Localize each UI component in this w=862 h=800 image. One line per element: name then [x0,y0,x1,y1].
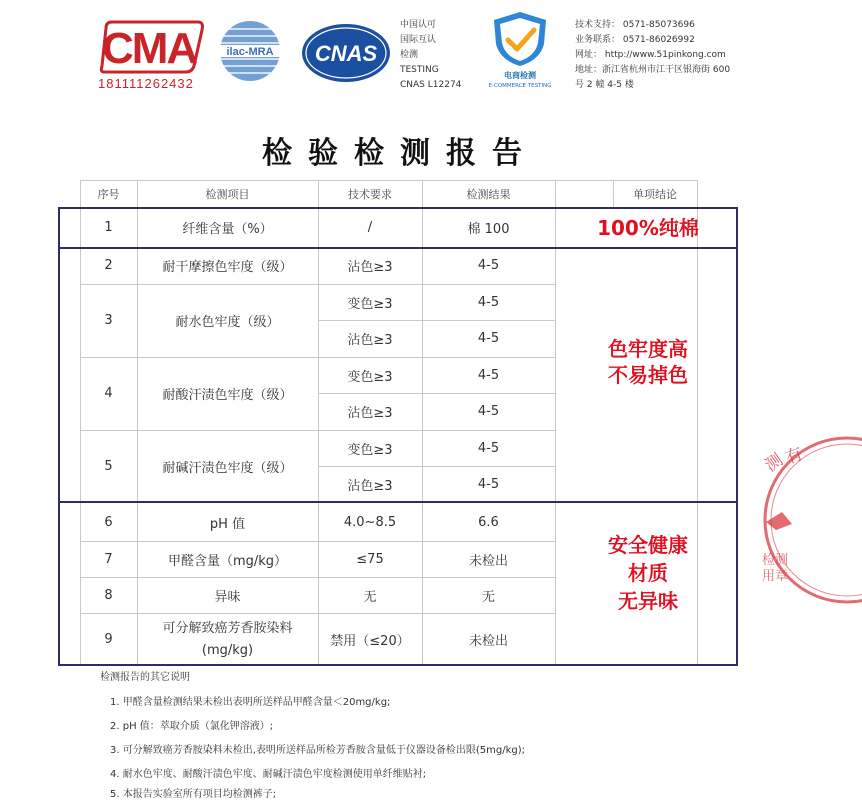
row-item-line: 可分解致癌芳香胺染料 [162,620,293,636]
row-item: 耐水色牢度（级） [175,315,280,330]
row-no: 2 [104,258,113,273]
cnas-label: CNAS [314,41,378,66]
row-item: 耐碱汗渍色牢度（级） [162,461,293,476]
stamp-text: 检测 [762,553,789,568]
row-result: 未检出 [468,553,508,569]
row-result: 4-5 [477,477,500,492]
header-item: 检测项目 [205,187,250,201]
row-item: 异味 [214,589,241,605]
row-no: 7 [104,551,113,567]
header-requirement: 技术要求 [348,187,392,201]
row-no: 9 [104,632,113,647]
row-requirement: 沾色≥3 [347,333,393,348]
ilac-globe-icon [215,16,285,86]
row-result: 4-5 [477,331,500,346]
row-result: 4-5 [477,404,500,419]
row-requirement: 沾色≥3 [347,406,393,421]
ecommerce-sublabel: E-COMMERCE TESTING [488,83,552,89]
row-no: 6 [104,514,113,530]
row-requirement: 变色≥3 [347,442,393,458]
cma-letters: CMA [102,24,197,73]
report-title: 检验检测报告 [262,136,538,171]
row-result: 4-5 [477,294,500,310]
cma-logo [98,18,210,91]
cnas-line: 国际互认 [400,35,437,45]
row-requirement: 变色≥3 [347,296,393,312]
note-item: 5. 本报告实验室所有项目均检测裤子; [110,789,277,800]
row-item: pH 值 [209,516,246,532]
row-result: 4-5 [477,367,500,383]
ecommerce-testing-logo [480,8,560,88]
shield-check-icon [480,8,560,70]
contact-info [575,18,730,93]
row-result: 4-5 [477,440,500,456]
contact-line: 地址：浙江省杭州市江干区银海街 600 [575,65,731,75]
row-no: 3 [104,313,113,328]
header-no: 序号 [97,187,120,201]
row-item: 耐酸汗渍色牢度（级） [162,388,293,403]
cma-number: 181111262432 [98,76,194,91]
row-item: 纤维含量（%） [182,221,273,237]
note-item: 3. 可分解致癌芳香胺染料未检出,表明所送样品所检芳香胺含量低于仪器设备检出限(5mg/kg); [110,745,526,756]
highlight-line: 安全健康 [608,533,688,557]
note-item: 2. pH 值：萃取介质（氯化钾溶液）; [110,721,274,732]
row-result: 4-5 [477,258,500,273]
safety-highlight [560,527,736,619]
row-no: 1 [104,219,113,235]
row-no: 5 [104,459,113,474]
row-requirement: 4.0~8.5 [343,514,397,530]
cnas-line: 中国认可 [400,20,437,30]
contact-line: 网址： http://www.51pinkong.com [575,50,726,60]
note-item: 4. 耐水色牢度、耐酸汗渍色牢度、耐碱汗渍色牢度检测使用单纤维贴衬; [110,769,427,780]
ilac-label: ilac-MRA [226,46,274,58]
header-result: 检测结果 [466,187,511,201]
inspection-stamp [752,430,862,610]
header-conclusion: 单项结论 [633,187,677,201]
contact-line: 号 2 幢 4-5 楼 [575,80,634,90]
row-requirement: 变色≥3 [347,369,393,385]
row-item-line: (mg/kg) [201,642,254,658]
row-result: 6.6 [478,514,499,530]
ecommerce-label: 电商检测 [504,71,536,80]
row-no: 4 [104,386,113,401]
row-requirement: 禁用（≤20） [330,634,410,649]
highlight-line: 不易掉色 [608,363,688,387]
row-requirement: 无 [363,589,377,605]
row-result: 未检出 [468,634,508,649]
stamp-text: 用章 [762,569,789,584]
highlight-line: 无异味 [618,589,678,613]
row-no: 8 [104,587,113,603]
cotton-highlight: 100%纯棉 [597,216,699,240]
cnas-text-block [400,18,461,93]
contact-line: 业务联系： 0571-86026992 [575,35,695,45]
stamp-char: 有 [782,444,806,469]
row-requirement: 沾色≥3 [347,479,393,494]
cnas-line: TESTING [400,65,439,75]
cnas-line: CNAS L12274 [400,80,462,90]
ilac-mra-logo [215,16,285,86]
row-item: 甲醛含量（mg/kg） [167,553,288,569]
colorfast-highlight [560,330,736,394]
row-item: 耐干摩擦色牢度（级） [162,260,293,275]
row-requirement: ≤75 [356,551,384,567]
contact-line: 技术支持： 0571-85073696 [575,20,695,30]
row-result: 棉 100 [467,221,510,237]
stamp-seal-icon [752,430,806,610]
stamp-char: 测 [761,449,787,477]
notes-heading: 检测报告的其它说明 [100,672,190,683]
highlight-line: 色牢度高 [608,337,688,361]
highlight-line: 材质 [628,561,668,585]
cnas-logo-mark [300,22,392,84]
note-item: 1. 甲醛含量检测结果未检出表明所送样品甲醛含量＜20mg/kg; [110,697,391,708]
cnas-line: 检测 [400,50,419,60]
row-result: 无 [481,589,495,605]
row-requirement: 沾色≥3 [347,260,393,275]
cnas-logo [300,22,392,84]
row-requirement: / [367,219,373,235]
